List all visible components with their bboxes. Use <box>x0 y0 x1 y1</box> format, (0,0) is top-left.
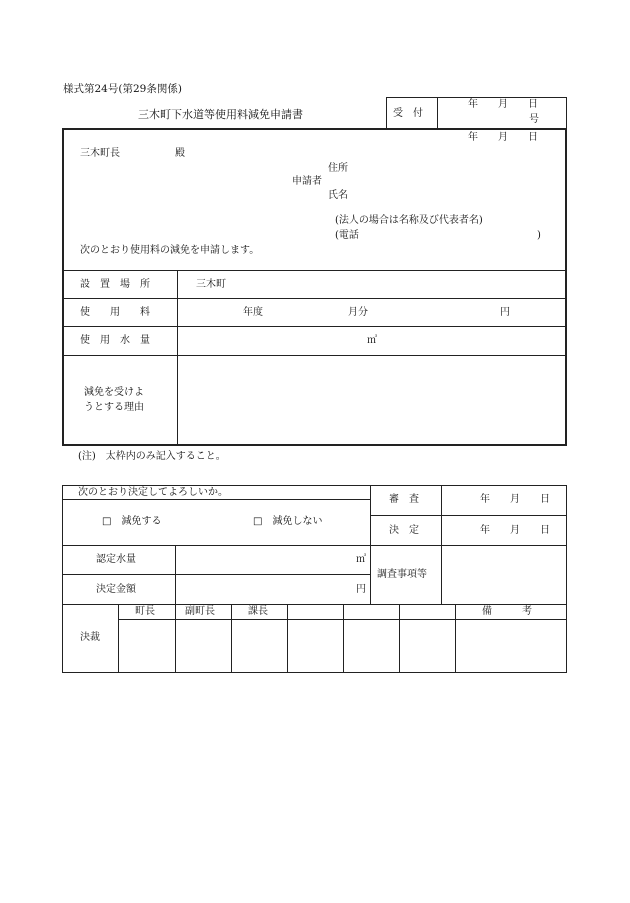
fee-year: 年度 <box>243 307 263 318</box>
reason-label-line1: 減免を受けよ <box>84 387 144 398</box>
decide-label: 決 定 <box>389 525 419 536</box>
form-title: 三木町下水道等使用料減免申請書 <box>138 108 303 121</box>
phone-label: (電話 <box>335 230 359 241</box>
address-label: 住所 <box>328 163 348 174</box>
location-value: 三木町 <box>196 279 226 290</box>
remarks-label: 備 考 <box>482 606 532 617</box>
kessai-label: 決裁 <box>80 632 100 643</box>
decision-question: 次のとおり決定してよろしいか。 <box>78 487 228 498</box>
application-date: 年 月 日 <box>468 132 538 143</box>
honorific: 殿 <box>175 148 185 159</box>
review-label: 審 査 <box>389 494 419 505</box>
corporate-note: (法人の場合は名称及び代表者名) <box>335 215 483 226</box>
fee-yen: 円 <box>500 307 510 318</box>
fee-month: 月分 <box>348 307 368 318</box>
mayor-label: 町長 <box>135 606 155 617</box>
water-label: 使 用 水 量 <box>80 335 150 346</box>
approved-volume-label: 認定水量 <box>96 554 136 565</box>
name-label: 氏名 <box>328 190 348 201</box>
deputy-mayor-label: 副町長 <box>185 606 215 617</box>
option-reduce-checkbox[interactable]: □ 減免する <box>102 516 162 527</box>
fee-label: 使 用 料 <box>80 307 150 318</box>
location-label: 設 置 場 所 <box>80 279 150 290</box>
reception-date: 年 月 日 <box>468 99 538 110</box>
applicant-label: 申請者 <box>292 176 322 187</box>
approved-volume-unit: ㎥ <box>356 554 366 565</box>
addressee: 三木町長 <box>80 148 120 159</box>
reason-label-line2: うとする理由 <box>84 402 144 413</box>
request-statement: 次のとおり使用料の減免を申請します。 <box>80 245 260 256</box>
decided-amount-label: 決定金額 <box>96 584 136 595</box>
decide-date: 年 月 日 <box>480 525 550 536</box>
survey-items-label: 調査事項等 <box>377 569 427 580</box>
water-unit: ㎥ <box>367 335 377 346</box>
form-number: 様式第24号(第29条関係) <box>63 83 182 95</box>
reception-label: 受 付 <box>393 108 423 119</box>
note: (注) 太枠内のみ記入すること。 <box>78 451 226 462</box>
reception-number-unit: 号 <box>529 114 539 125</box>
phone-close: ) <box>537 230 541 241</box>
review-date: 年 月 日 <box>480 494 550 505</box>
section-chief-label: 課長 <box>248 606 268 617</box>
decided-amount-unit: 円 <box>356 584 366 595</box>
option-no-reduce-checkbox[interactable]: □ 減免しない <box>253 516 323 527</box>
